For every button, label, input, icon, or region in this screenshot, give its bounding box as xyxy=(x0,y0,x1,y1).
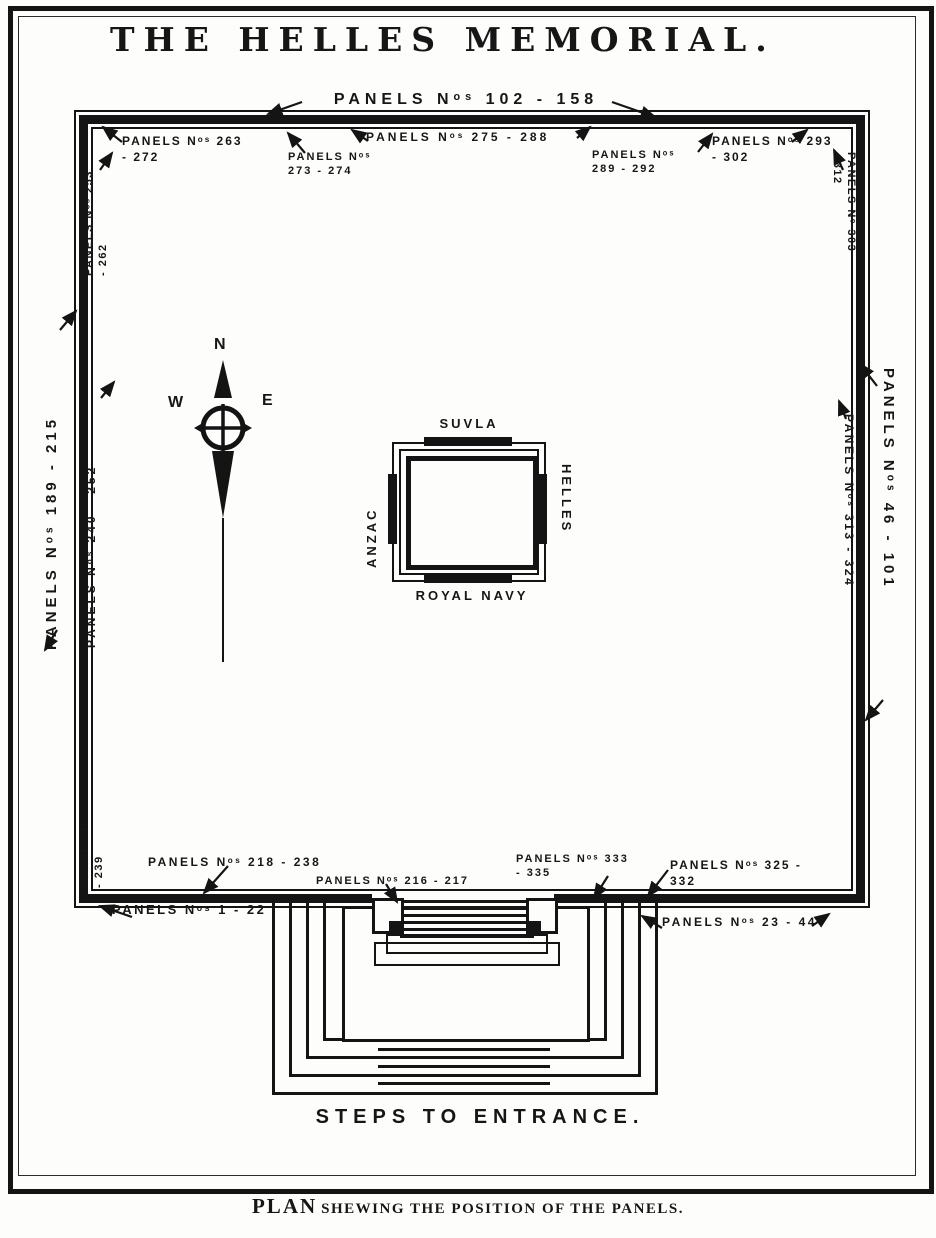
step-bar xyxy=(378,1082,550,1085)
panel-label-313-324: PANELS Nᵒˢ 313 - 324 xyxy=(842,414,856,588)
compass-west-label: W xyxy=(168,394,184,411)
panel-label-1-22: PANELS Nᵒˢ 1 - 22 xyxy=(112,902,267,917)
upper-step-line xyxy=(400,900,534,903)
panel-label-216-217: PANELS Nᵒˢ 216 - 217 xyxy=(316,875,469,887)
entrance-pillar-left xyxy=(372,898,404,934)
caption-lead: PLAN xyxy=(251,1194,318,1218)
obelisk-panel-tab-west xyxy=(388,474,397,544)
face-label-helles: HELLES xyxy=(559,464,574,534)
panel-label-293-302: PANELS Nᵒˢ 293 - 302 xyxy=(712,134,833,164)
panel-label-303-312: PANELS Nᵒ 303 - 312 xyxy=(830,152,857,253)
compass-needle-icon xyxy=(168,336,280,670)
panel-label-218-238: PANELS Nᵒˢ 218 - 238 xyxy=(148,855,322,869)
page-title: THE HELLES MEMORIAL. xyxy=(110,20,776,59)
compass-north-label: N xyxy=(214,336,226,353)
face-label-suvla: SUVLA xyxy=(439,416,499,431)
upper-step-line xyxy=(400,914,534,917)
panel-label-236-239: PANELS Nᵒˢ 236 - 239 xyxy=(79,782,106,888)
obelisk-outline-inner xyxy=(406,456,538,570)
upper-step-line xyxy=(400,928,534,931)
pillar-notch xyxy=(389,921,401,931)
panel-label-189-215: PANELS Nᵒˢ 189 - 215 xyxy=(43,415,60,650)
caption-rest: SHEWING THE POSITION OF THE PANELS. xyxy=(321,1201,685,1217)
panel-label-325-332: PANELS Nᵒˢ 325 - 332 xyxy=(670,858,802,888)
upper-step-line xyxy=(400,907,534,910)
panel-label-253-262: PANELS Nᵒˢ 253 - 262 xyxy=(83,170,110,276)
upper-step-line xyxy=(400,935,534,938)
panel-label-46-101: PANELS Nᵒˢ 46 - 101 xyxy=(880,368,897,590)
entrance-steps xyxy=(270,896,662,1098)
upper-step-line xyxy=(400,921,534,924)
compass-east-label: E xyxy=(262,392,273,409)
obelisk-panel-tab-east xyxy=(538,474,547,544)
step-bar xyxy=(378,1048,550,1051)
panel-label-263-272: PANELS Nᵒˢ 263 - 272 xyxy=(122,134,243,164)
entrance-pillar-right xyxy=(526,898,558,934)
panel-label-102-158: PANELS Nᵒˢ 102 - 158 xyxy=(333,91,599,108)
obelisk-panel-tab-south xyxy=(424,574,512,583)
face-label-anzac: ANZAC xyxy=(364,507,379,568)
steps-to-entrance-label: STEPS TO ENTRANCE. xyxy=(315,1106,645,1128)
obelisk-panel-tab-north xyxy=(424,437,512,446)
obelisk-plan xyxy=(364,416,574,616)
panel-label-23-44: PANELS Nᵒˢ 23 - 44 xyxy=(662,915,817,929)
panel-label-275-288: PANELS Nᵒˢ 275 - 288 xyxy=(366,130,550,144)
panel-label-240-252: PANELS Nᵒˢ 240 - 252 xyxy=(84,464,98,648)
panel-label-289-292: PANELS Nᵒˢ 289 - 292 xyxy=(592,149,676,176)
panel-label-333-335: PANELS Nᵒˢ 333 - 335 xyxy=(516,853,629,880)
face-label-royal-navy: ROYAL NAVY xyxy=(415,588,529,603)
compass-rose xyxy=(168,336,280,670)
plan-caption xyxy=(0,1194,936,1219)
panel-label-273-274: PANELS Nᵒˢ 273 - 274 xyxy=(288,151,372,178)
pillar-notch xyxy=(529,921,541,931)
step-bar xyxy=(378,1065,550,1068)
